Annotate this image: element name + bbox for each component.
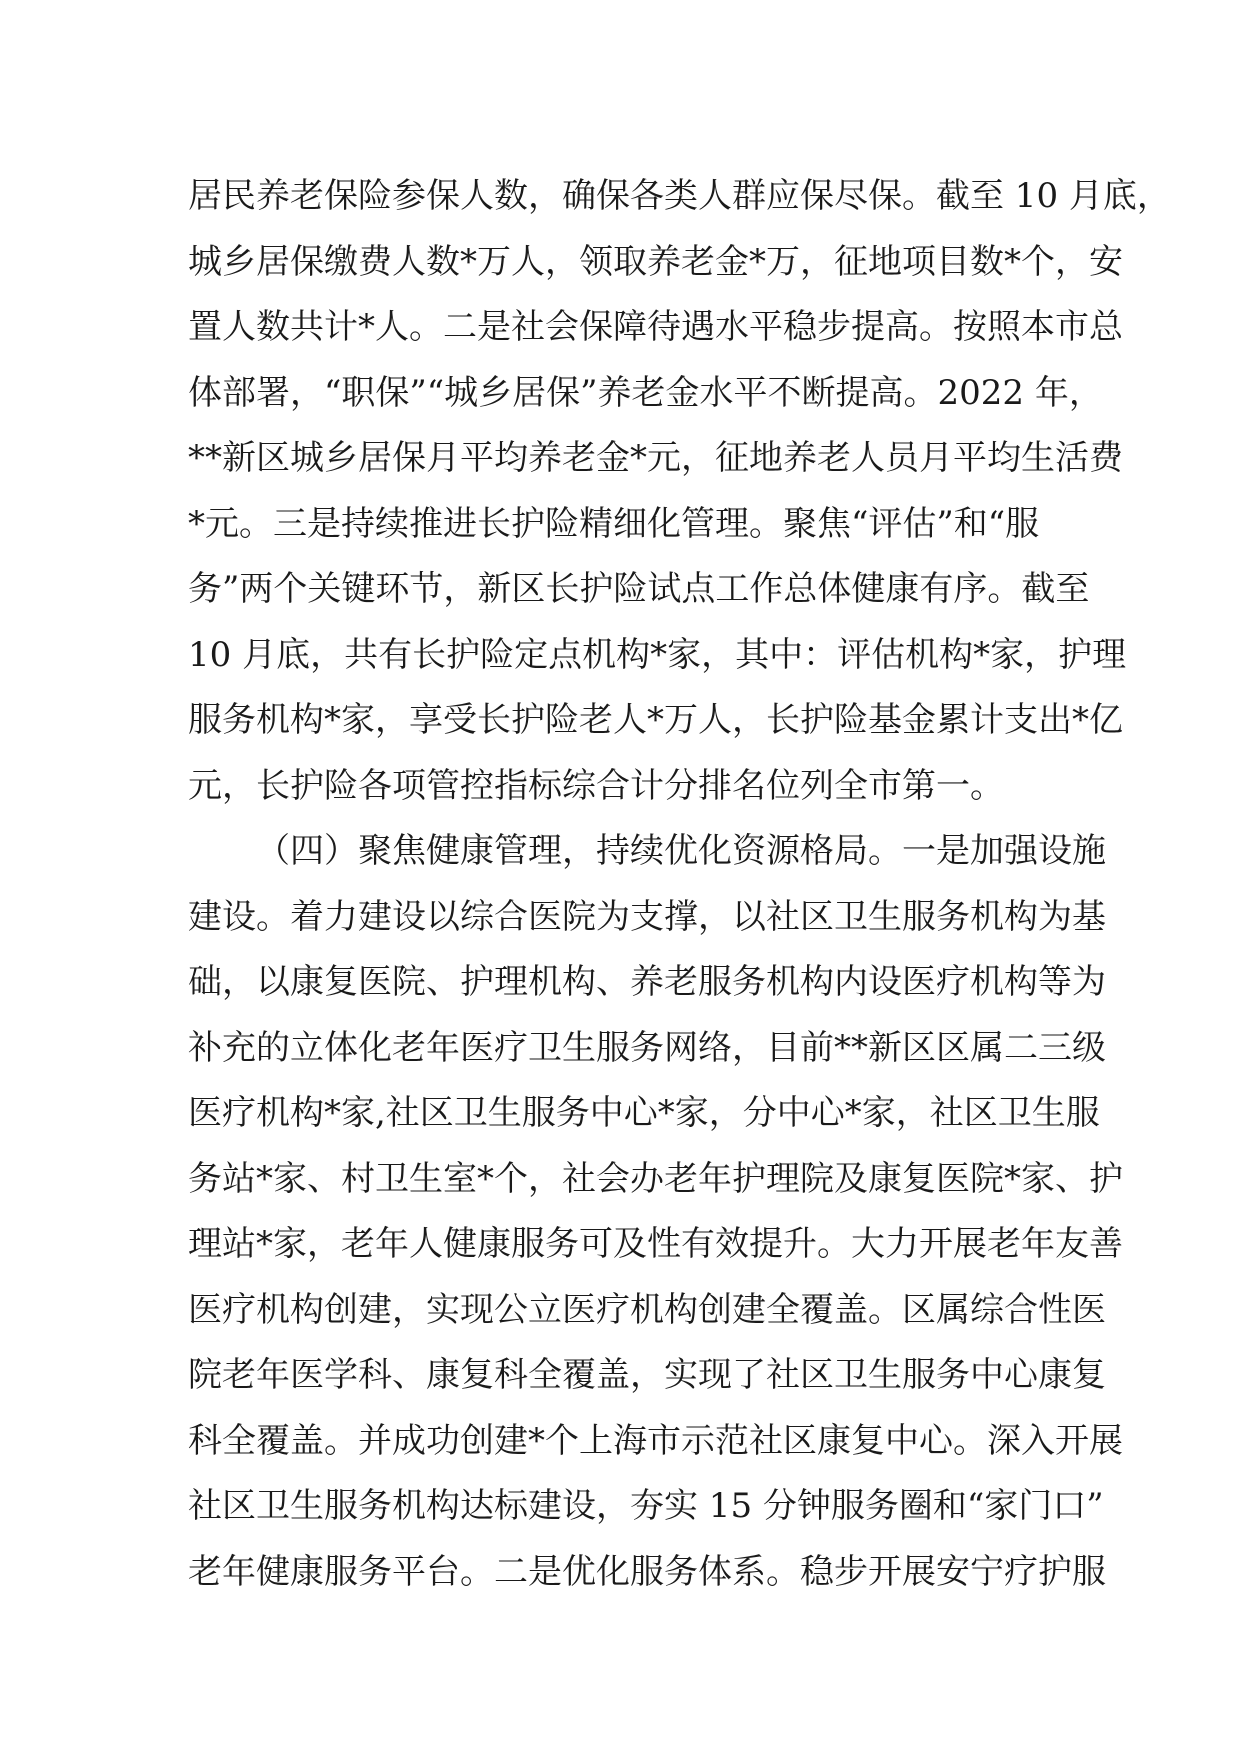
text-line: **新区城乡居保月平均养老金*元，征地养老人员月平均生活费: [188, 438, 1123, 478]
text-line: 务站*家、村卫生室*个，社会办老年护理院及康复医院*家、护: [188, 1158, 1123, 1199]
text-line: 补充的立体化老年医疗卫生服务网络，目前**新区区属二三级: [188, 1027, 1106, 1068]
text-line: 社区卫生服务机构达标建设，夯实 15 分钟服务圈和“家门口”: [188, 1486, 1104, 1526]
text-line: 建设。着力建设以综合医院为支撑，以社区卫生服务机构为基: [188, 896, 1106, 937]
text-line: 城乡居保缴费人数*万人，领取养老金*万，征地项目数*个，安: [188, 241, 1123, 282]
text-line: 医疗机构创建，实现公立医疗机构创建全覆盖。区属综合性医: [188, 1289, 1106, 1330]
text-line: *元。三是持续推进长护险精细化管理。聚焦“评估”和“服: [188, 503, 1040, 544]
text-line: 础，以康复医院、护理机构、养老服务机构内设医疗机构等为: [188, 962, 1106, 1002]
body-text: [188, 164, 1171, 1605]
text-line: 居民养老保险参保人数，确保各类人群应保尽保。截至 10 月底，: [188, 176, 1171, 216]
text-line: 置人数共计*人。二是社会保障待遇水平稳步提高。按照本市总: [188, 307, 1123, 347]
text-line: 老年健康服务平台。二是优化服务体系。稳步开展安宁疗护服: [188, 1551, 1106, 1592]
text-line: 10 月底，共有长护险定点机构*家，其中：评估机构*家，护理: [188, 634, 1127, 675]
text-line: 科全覆盖。并成功创建*个上海市示范社区康复中心。深入开展: [188, 1420, 1123, 1461]
text-line: 医疗机构*家,社区卫生服务中心*家，分中心*家，社区卫生服: [188, 1093, 1100, 1133]
text-line: 元，长护险各项管控指标综合计分排名位列全市第一。: [188, 765, 1004, 806]
text-line: 务”两个关键环节，新区长护险试点工作总体健康有序。截至: [188, 569, 1090, 609]
text-line: 体部署，“职保”“城乡居保”养老金水平不断提高。2022 年，: [188, 372, 1103, 413]
text-line: 院老年医学科、康复科全覆盖，实现了社区卫生服务中心康复: [188, 1355, 1106, 1395]
text-line: 服务机构*家，享受长护险老人*万人，长护险基金累计支出*亿: [188, 700, 1123, 740]
text-line: 理站*家，老年人健康服务可及性有效提升。大力开展老年友善: [188, 1224, 1123, 1264]
section-heading-line: （四）聚焦健康管理，持续优化资源格局。一是加强设施: [256, 831, 1106, 871]
